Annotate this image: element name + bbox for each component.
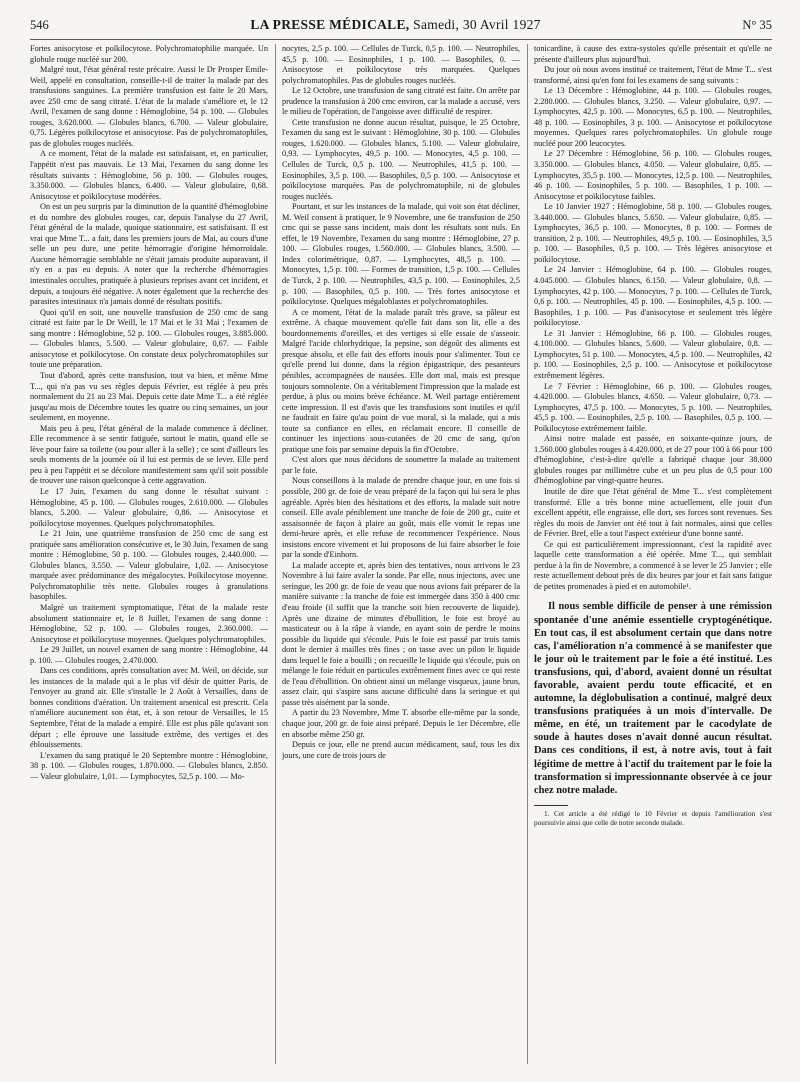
paragraph: Ce qui est particulièrement impressionnant, c'est la rapidité avec laquelle cette transformation a été opérée. Mme T..., qui semblait perdue à la fin de Novembre, a commencé à se lever le 25 Janvier ; elle reste actuellement debout près de dix heures par jour et fait sans fatigue de petites promenades à pied et en automobile¹. <box>534 539 772 591</box>
page-header <box>30 14 772 40</box>
column-3 <box>534 44 772 1064</box>
paragraph: Le 24 Janvier : Hémoglobine, 64 p. 100. — Globules rouges, 4.045.000. — Globules blancs, 6.150. — Valeur globulaire, 0,8. — Lymphocytes, 42 p. 100. — Monocytes, 7 p. 100. — Cellules de Turck, 0,6 p. 100. — Neutrophiles, 45 p. 100. — Eosinophiles, 4,5 p. 100. — Basophiles, 1 p. 100. — Pas d'anisocytose et seulement très légère poïkilocytose. <box>534 265 772 328</box>
paragraph: Nous conseillons à la malade de prendre chaque jour, en une fois si possible, 200 gr. de foie de veau préparé de la façon qui lui sera le plus agréable. Après bien des hésitations et des efforts, la malade suit notre conseil. Elle avale péniblement une tranche de foie de 200 gr., cuite et assaisonnée de façon à plaire au goût, mais elle vomit le repas une demi-heure après, et elle refuse de recommencer l'expérience. Nous insistons encore vivement et lui proposons de lui faire absorber le foie par la sonde d'Einhorn. <box>282 476 520 560</box>
footnote-rule <box>534 805 568 806</box>
paragraph: Malgré un traitement symptomatique, l'état de la malade reste absolument stationnaire et, le 8 Juillet, l'examen de sang donne : Hémoglobine, 52 p. 100. — Globules rouges, 2.360.000. — Anisocytose et poïkilocytose moyennes. Quelques polychromatophiles. <box>30 602 268 644</box>
paragraph: L'examen du sang pratiqué le 20 Septembre montre : Hémoglobine, 38 p. 100. — Globules rouges, 1.870.000. — Globules blancs, 2.850. — Valeur globulaire, 1,01. — Lymphocytes, 52,5 p. 100. — Mo- <box>30 750 268 781</box>
paragraph: Malgré tout, l'état général reste précaire. Aussi le Dr Prosper Emile-Weil, appelé en consultation, conseille-t-il de traiter la malade par des transfusions sanguines. La première transfusion est faite le 20 Mars, avec 250 cmc de sang citraté. L'état de la malade s'améliore et, le 12 Avril, l'examen de sang donne : Hémoglobine, 54 p. 100. — Globules rouges, 3.620.000. — Globules blancs, 6.700. — Valeur globulaire, 0,75. Légères poïkilocytose et anisocytose. Pas de polychromatophiles, pas de globules rouges nucléés. <box>30 65 268 148</box>
issue-date: Samedi, 30 Avril 1927 <box>413 17 541 32</box>
paragraph: A ce moment, l'état de la malade paraît très grave, sa pâleur est extrême. A chaque mouvement qu'elle fait dans son lit, elle a des bourdonnements d'oreilles, et des vertiges si elle essaie de s'asseoir. Malgré l'acide chlorhydrique, la pepsine, son dégoût des aliments est presque absolu, et elle fait des efforts inouïs pour s'alimenter. Tout ce qu'elle prend lui donne, dans la région épigastrique, des pesanteurs pénibles, accompagnées de nausées. Elle dort mal, mais est presque toujours somnolente. On a véritablement l'impression que la malade est perdue, à plus ou moins brève échéance. M. Weil partage entièrement cette impression. Il est d'avis que les transfusions sont inutiles et qu'il ne faudrait en faire qu'au point de vue moral, si la malade, qui a mis toute sa confiance en elles, en réclamait encore. Il conseille de continuer les injections sous-cutanées de 20 cmc de sang, qu'on pratique une fois par semaine depuis la fin d'Octobre. <box>282 307 520 454</box>
paragraph: Tout d'abord, après cette transfusion, tout va bien, et même Mme T..., qui n'a pas vu ses règles depuis Février, est réglée à peu près normalement du 21 au 23 Mai. Depuis cette date Mme T... a été réglée jusqu'au mois de Décembre toutes les quatre ou cinq semaines, un jour seulement, en moyenne. <box>30 370 268 423</box>
page-number: 546 <box>30 17 49 32</box>
conclusion-paragraph: Il nous semble difficile de penser à une rémission spontanée d'une anémie essentielle cryptogénétique. En tout cas, il est absolument certain que dans notre cas, l'amélioration n'a commencé à se manifester que le jour où le traitement par le foie a été institué. Les transfusions, qui, d'abord, avaient donné un résultat favorable, avaient perdu toute efficacité, et en automne, la déglobulisation a continué, malgré deux transfusions pratiquées à un mois d'intervalle. De même, en été, un traitement par le cacodylate de soude à hautes doses n'avait donné aucun résultat. Dans ces conditions, il est, à notre avis, tout à fait légitime de mettre à l'actif du traitement par le foie la transformation si impressionnante observée à ce jour chez notre malade. <box>534 601 772 796</box>
paragraph: La malade accepte et, après bien des tentatives, nous arrivons le 23 Novembre à lui faire avaler la sonde. Par elle, nous injectons, avec une seringue, les 200 gr. de foie de veau que nous avions fait préparer de la manière suivante : la tranche de foie est immergée dans 350 à 400 cmc d'eau froide (il suffit que la tranche soit bien recouverte de liquide). Après une dizaine de minutes d'ébullition, le foie est broyé au masticateur ou à la râpe à viande, en ayant soin de perdre le moins possible du liquide qui s'écoule. Puis le foie est passé par trois tamis dont le dernier à mailles très fines ; on tasse avec un pilon le liquide dans lequel le foie a bouilli ; on recueille le liquide qui s'écoule, puis on mélange le foie réduit en particules extrêmement fines avec ce qui reste de l'eau d'ébullition. On obtient ainsi un mélange visqueux, jaune brun, assez clair, qui s'aspire sans aucune difficulté dans la seringue et qui passe très aisément par la sonde. <box>282 560 520 707</box>
paragraph: Le 12 Octobre, une transfusion de sang citraté est faite. On arrête par prudence la transfusion à 200 cmc environ, car la malade a accusé, vers le milieu de l'opération, de l'angoisse avec difficulté de respirer. <box>282 86 520 117</box>
paragraph: tonicardine, à cause des extra-systoles qu'elle présentait et qu'elle ne présente d'ailleurs plus aujourd'hui. <box>534 44 772 64</box>
footnote: 1. Cet article a été rédigé le 10 Février et depuis l'amélioration s'est poursuivie ainsi que celle de notre seconde malade. <box>534 808 772 827</box>
paragraph: Le 10 Janvier 1927 : Hémoglobine, 58 p. 100. — Globules rouges, 3.440.000. — Globules blancs, 5.650. — Valeur globulaire, 0,85. — Lymphocytes, 36,5 p. 100. — Monocytes, 8 p. 100. — Formes de transition, 2 p. 100. — Neutrophiles, 49,5 p. 100. — Eosinophiles, 3,5 p. 100. — Basophiles, 0,5 p. 100. — Très légères anisocytose et poïkilocytose. <box>534 202 772 264</box>
paragraph: Le 17 Juin, l'examen du sang donne le résultat suivant : Hémoglobine, 45 p. 100. — Globules rouges, 2.610.000. — Globules blancs, 5.200. — Valeur globulaire, 0,86. — Anisocytose et poïkilocytose moyennes. Quelques polychromatophiles. <box>30 486 268 528</box>
paragraph: nocytes, 2,5 p. 100. — Cellules de Turck, 0,5 p. 100. — Neutrophiles, 45,5 p. 100. — Eosinophiles, 1 p. 100. — Basophiles, 0. — Anisocytose et poïkilocytose très marquées. Quelques polychromatophiles. Pas de globules rouges nucléés. <box>282 44 520 85</box>
paragraph: C'est alors que nous décidons de soumettre la malade au traitement par le foie. <box>282 455 520 475</box>
column-2 <box>282 44 520 1064</box>
paragraph: A partir du 23 Novembre, Mme T. absorbe elle-même par la sonde, chaque jour, 200 gr. de foie ainsi préparé. Depuis le 1er Décembre, elle en absorbe même 250 gr. <box>282 708 520 739</box>
paragraph: Inutile de dire que l'état général de Mme T... s'est complètement transformé. Elle a très bonne mine actuellement, elle jouit d'un excellent appétit, elle engraisse, elle dort, ses forces sont revenues. Ses règles du mois de Janvier ont été tout à fait normales, ainsi que celles de Février. Bref, elle a tout l'aspect extérieur d'une bonne santé. <box>534 486 772 539</box>
paragraph: On est un peu surpris par la diminution de la quantité d'hémoglobine et du nombre des globules rouges, car, depuis l'analyse du 27 Avril, l'état général de la malade, quoique stationnaire, est satisfaisant. Il est vrai que Mme T... a fait, dans les premiers jours de Mai, au cours d'une selle un peu dure, une petite hémorragie d'origine hémorroïdale. Aucune hémorragie semblable ne s'était jamais produite auparavant, il n'y en a pas eu depuis. A noter que la recherche d'hémorragies intestinales occultes, pratiquée à plusieurs reprises avant cet incident, et depuis, a toujours été négative. A noter également que la recherche des parasites intestinaux n'a jamais donné de résultats positifs. <box>30 202 268 307</box>
paragraph: Du jour où nous avons institué ce traitement, l'état de Mme T... s'est transformé, ainsi qu'en font foi les examens de sang suivants : <box>534 65 772 85</box>
paragraph: Fortes anisocytose et poïkilocytose. Polychromatophilie marquée. Un globule rouge nucléé sur 200. <box>30 44 268 64</box>
article-body <box>30 44 772 1064</box>
column-3-paragraphs <box>534 44 772 592</box>
journal-name: LA PRESSE MÉDICALE, <box>250 17 410 32</box>
paragraph: Le 31 Janvier : Hémoglobine, 66 p. 100. — Globules rouges, 4.100.000. — Globules blancs, 5.600. — Valeur globulaire, 0,8. — Lymphocytes, 51 p. 100. — Monocytes, 4,5 p. 100. — Neutrophiles, 42 p. 100. — Eosinophiles, 2,5 p. 100. — Anisocytose et poïkilocytose extrêmement légères. <box>534 328 772 380</box>
paragraph: Le 29 Juillet, un nouvel examen de sang montre : Hémoglobine, 44 p. 100. — Globules rouges, 2.470.000. <box>30 645 268 665</box>
paragraph: Le 21 Juin, une quatrième transfusion de 250 cmc de sang est pratiquée sans amélioration consécutive et, le 30 Juin, l'examen de sang montre : Hémoglobine, 50 p. 100. — Globules rouges, 2.440.000. — Globules blancs, 3.550. — Valeur globulaire, 1,02. — Anisocytose marquée avec prédominance des mégalocytes. Poïkilocytose moyenne. Polychromatophilie très nette. Globules rouges à granulations basophiles. <box>30 529 268 602</box>
paragraph: Dans ces conditions, après consultation avec M. Weil, on décide, sur les instances de la malade qui a le plus vif désir de quitter Paris, de l'envoyer au grand air. Elle s'installe le 2 Août à Versailles, dans de bonnes conditions d'aération. Un traitement arsenical est prescrit. Cela n'améliore aucunement son état, et, à son retour de Versailles, le 15 Septembre, l'état de la malade a empiré. Elle est plus pâle qu'avant son départ ; elle éprouve une lassitude extrême, des vertiges et des éblouissements. <box>30 666 268 750</box>
paragraph: Le 27 Décembre : Hémoglobine, 56 p. 100. — Globules rouges, 3.350.000. — Globules blancs, 4.050. — Valeur globulaire, 0,85. — Lymphocytes, 35,5 p. 100. — Monocytes, 12,5 p. 100. — Neutrophiles, 46 p. 100. — Eosinophiles, 5 p. 100. — Basophiles, 1 p. 100. — Anisocytose et poïkilocytose faibles. <box>534 149 772 201</box>
issue-number: N° 35 <box>742 17 772 32</box>
paragraph: Pourtant, et sur les instances de la malade, qui voit son état décliner, M. Weil consent à pratiquer, le 9 Novembre, une 6e transfusion de 250 cmc qui se passe sans incident, mais dont les résultats sont nuls. En effet, le 19 Novembre, l'examen du sang montre : Hémoglobine, 27 p. 100. — Globules rouges, 1.560.000. — Globules blancs, 3.500. — Index colorimétrique, 0,87. — Lymphocytes, 48,5 p. 100. — Monocytes, 1,5 p. 100. — Formes de transition, 1,5 p. 100. — Cellules de Turck, 2 p. 100. — Neutrophiles, 43,5 p. 100. — Eosinophiles, 2,5 p. 100. — Basophiles, 0,5 p. 100. — Très fortes anisocytose et poïkilocytose. Quelques mégaloblastes et polychromatophiles. <box>282 202 520 307</box>
paragraph: A ce moment, l'état de la malade est satisfaisant, et, en particulier, l'appétit n'est pas mauvais. Le 13 Mai, l'examen du sang donne les résultats suivants : Hémoglobine, 56 p. 100. — Globules rouges, 3.350.000. — Globules blancs, 6.400. — Valeur globulaire, 0,68. Anisocytose et poïkilocytose modérées. <box>30 149 268 201</box>
paragraph: Quoi qu'il en soit, une nouvelle transfusion de 250 cmc de sang citraté est faite par le Dr Weill, le 17 Mai et le 31 Mai ; l'examen de sang montre : Hémoglobine, 52 p. 100. — Globules rouges, 3.885.000. — Globules blancs, 5.500. — Valeur globulaire, 0,67. — Faible anisocytose et poïkilocytose. On constate deux polychromatophiles sur toute une préparation. <box>30 307 268 370</box>
paragraph: Cette transfusion ne donne aucun résultat, puisque, le 25 Octobre, l'examen du sang est le suivant : Hémoglobine, 30 p. 100. — Globules rouges, 1.620.000. — Globules blancs, 5.100. — Valeur globulaire, 0,93. — Lymphocytes, 49,5 p. 100. — Monocytes, 4,5 p. 100. — Cellules de Turck, 0,5 p. 100. — Neutrophiles, 41,5 p. 100. — Eosinophiles, 3,5 p. 100. — Basophiles, 0,5 p. 100. — Anisocytose et poïkilocytose marquées. Pas de polychromatophile, ni de globules rouges nucléés. <box>282 117 520 201</box>
paragraph: Depuis ce jour, elle ne prend aucun médicament, sauf, tous les dix jours, une cure de trois jours de <box>282 740 520 760</box>
journal-title <box>250 17 540 33</box>
paragraph: Ainsi notre malade est passée, en soixante-quinze jours, de 1.560.000 globules rouges à 4.420.000, et de 27 pour 100 à 66 pour 100 d'hémoglobine, c'est-à-dire qu'elle a fabriqué chaque jour 38.000 globules rouges par millimètre cube et un peu plus de 0,5 pour 100 d'hémoglobine par vingt-quatre heures. <box>534 434 772 486</box>
paragraph: Mais peu à peu, l'état général de la malade commence à décliner. Elle recommence à se sentir fatiguée, surtout le matin, quand elle se lève pour faire sa toilette (ou pour aller à la selle) ; ce sont d'ailleurs les seuls moments de la journée où il lui est permis de se lever. Elle perd peu à peu l'appétit et se décolore manifestement sans qu'il soit possible de trouver une raison quelconque à cette aggravation. <box>30 423 268 486</box>
paragraph: Le 7 Février : Hémoglobine, 66 p. 100. — Globules rouges, 4.420.000. — Globules blancs, 4.650. — Valeur globulaire, 0,73. — Lymphocytes, 47,5 p. 100. — Monocytes, 5 p. 100. — Neutrophiles, 45,5 p. 100. — Eosinophiles, 2,5 p. 100. — Basophiles, 0,5 p. 100. — Poïkilocytose extrêmement faible. <box>534 381 772 433</box>
paragraph: Le 13 Décembre : Hémoglobine, 44 p. 100. — Globules rouges, 2.280.000. — Globules blancs, 3.250. — Valeur globulaire, 0,97. — Lymphocytes, 42,5 p. 100. — Monocytes, 6,5 p. 100. — Neutrophiles, 48 p. 100. — Eosinophiles, 3 p. 100. — Anisocytose et poïkilocytose moyennes. Quelques rares polychromatophiles. Un globule rouge nucléé pour 200 leucocytes. <box>534 86 772 148</box>
column-1 <box>30 44 268 1064</box>
